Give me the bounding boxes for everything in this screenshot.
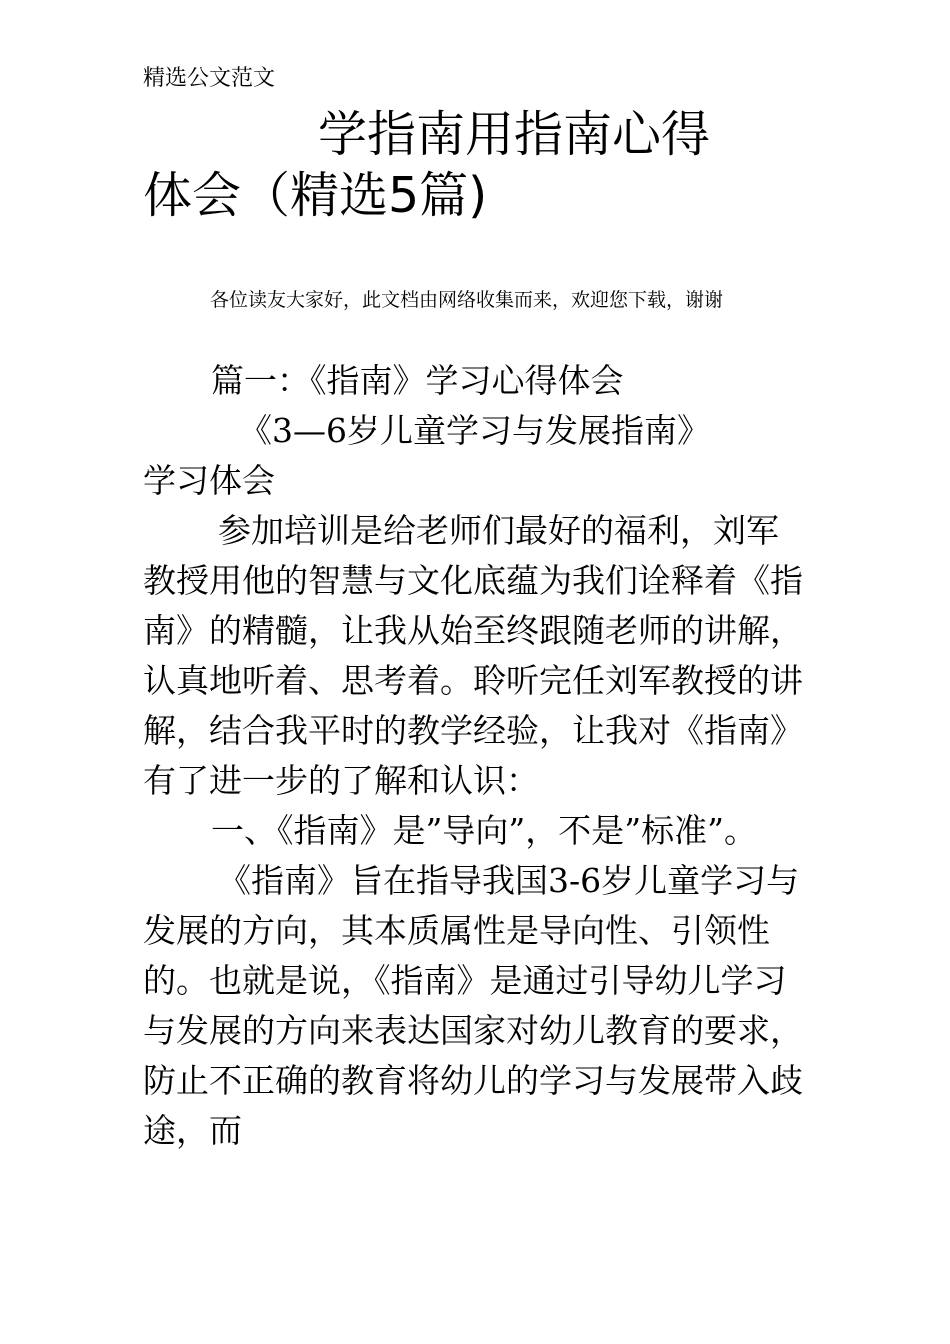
- point-1-heading: 一、《指南》是”导向”，不是”标准”。: [211, 811, 757, 850]
- title-line-1: 学指南用指南心得: [318, 106, 711, 163]
- subtitle-line-1: 《3—6岁儿童学习与发展指南》: [239, 411, 710, 450]
- header-label: 精选公文范文: [143, 66, 276, 91]
- paragraph-2: 《指南》旨在指导我国3-6岁儿童学习与发展的方向，其本质属性是导向性、引领性的。也就是说，《指南》是通过引导幼儿学习与发展的方向来表达国家对幼儿教育的要求，防止不正确的教育将幼儿的学习与发展带入歧途，而: [143, 861, 803, 1150]
- document-title: [143, 104, 843, 226]
- document-body: [143, 356, 811, 1156]
- section-heading: 篇一：《指南》学习心得体会: [211, 361, 624, 400]
- paragraph-1: 参加培训是给老师们最好的福利，刘军教授用他的智慧与文化底蕴为我们诠释着《指南》的精髓，让我从始至终跟随老师的讲解，认真地听着、思考着。聆听完任刘军教授的讲解，结合我平时的教学经验，让我对《指南》有了进一步的了解和认识：: [143, 511, 803, 800]
- subtitle: [143, 406, 811, 506]
- download-notice: 各位读友大家好，此文档由网络收集而来，欢迎您下载，谢谢: [210, 289, 724, 311]
- subtitle-line-2: 学习体会: [143, 461, 275, 500]
- title-line-2: 体会（精选5篇): [143, 167, 488, 224]
